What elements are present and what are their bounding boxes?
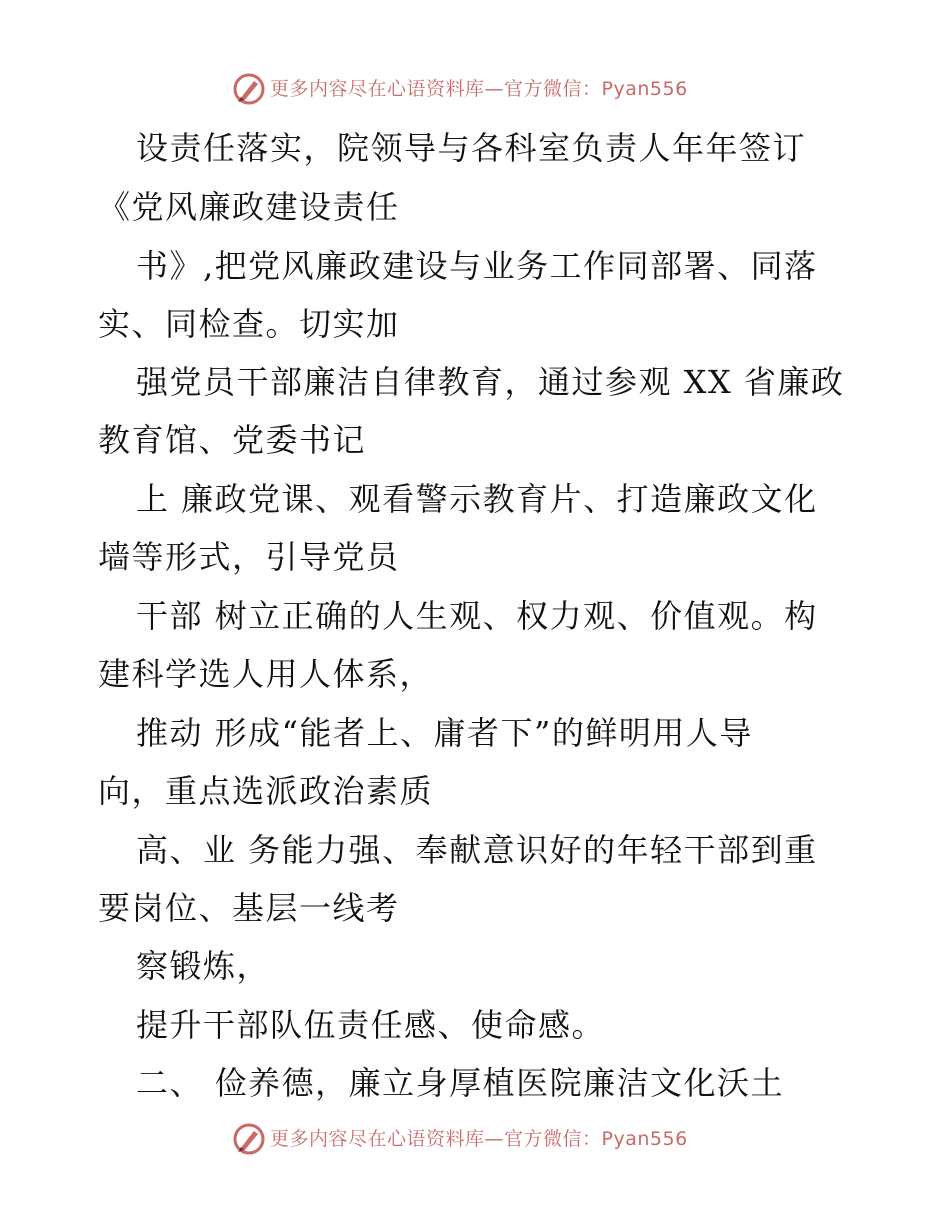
- body-line: 《党风廉政建设责任: [98, 188, 400, 226]
- body-line: 书》,把党风廉政建设与业务工作同部署、同落: [136, 247, 818, 285]
- body-line: 墙等形式，引导党员: [98, 538, 400, 576]
- body-line: 教育馆、党委书记: [98, 421, 367, 459]
- body-line: 上 廉政党课、观看警示教育片、打造廉政文化: [136, 480, 818, 518]
- body-line: 实、同检查。切实加: [98, 305, 400, 343]
- body-line: 建科学选人用人体系，: [98, 655, 434, 693]
- pen-logo-icon: [232, 72, 266, 106]
- body-line: 提升干部队伍责任感、使命感。: [136, 1006, 606, 1044]
- body-line: 强党员干部廉洁自律教育，通过参观 XX 省廉政: [136, 363, 845, 401]
- body-line: 察锻炼，: [136, 947, 271, 985]
- header-banner-text: 更多内容尽在心语资料库—官方微信：Pyan556: [270, 78, 688, 100]
- body-line: 要岗位、基层一线考: [98, 889, 400, 927]
- body-line: 高、业 务能力强、奉献意识好的年轻干部到重: [136, 831, 818, 869]
- footer-banner: [232, 1122, 688, 1156]
- footer-banner-text: 更多内容尽在心语资料库—官方微信：Pyan556: [270, 1128, 688, 1150]
- section-heading: 二、 俭养德，廉立身厚植医院廉洁文化沃土: [136, 1064, 785, 1102]
- body-line: 设责任落实，院领导与各科室负责人年年签订: [136, 129, 807, 167]
- body-line: 推动 形成“能者上、庸者下”的鲜明用人导: [136, 714, 753, 752]
- body-line: 干部 树立正确的人生观、权力观、价值观。构: [136, 597, 818, 635]
- header-banner: [232, 72, 688, 106]
- pen-logo-icon: [232, 1122, 266, 1156]
- body-line: 向，重点选派政治素质: [98, 772, 434, 810]
